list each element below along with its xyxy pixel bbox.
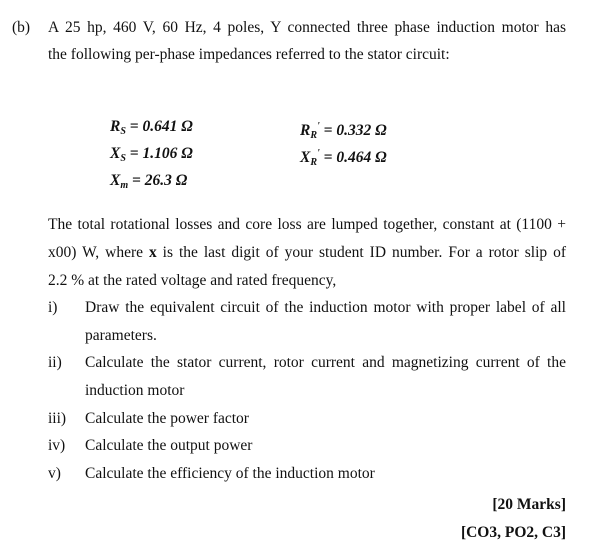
task-3-line-1: Calculate the power factor — [85, 410, 249, 427]
task-number-1: i) — [48, 299, 58, 316]
body-line-1: The total rotational losses and core loss are lumped together, constant at (1100 + — [48, 216, 566, 233]
intro-line-1: A 25 hp, 460 V, 60 Hz, 4 poles, Y connected three phase induction motor has — [48, 19, 566, 36]
task-2-line-2: induction motor — [85, 382, 185, 399]
param-rotor-reactance: $X_R' = 0.464$ Ω — [300, 148, 387, 168]
task-number-2: ii) — [48, 354, 62, 371]
intro-line-2: the following per-phase impedances referred to the stator circuit: — [48, 46, 450, 63]
body-line-3: 2.2 % at the rated voltage and rated frequency, — [48, 272, 337, 289]
param-stator-resistance: $R_S = 0.641$ Ω — [110, 118, 193, 137]
task-number-3: iii) — [48, 410, 67, 427]
task-4-line-1: Calculate the output power — [85, 437, 253, 454]
param-stator-reactance: $X_S = 1.106$ Ω — [110, 145, 193, 164]
task-2-line-1: Calculate the stator current, rotor current and magnetizing current of the — [85, 354, 566, 371]
param-rotor-resistance: $R_R' = 0.332$ Ω — [300, 121, 387, 141]
task-5-line-1: Calculate the efficiency of the induction motor — [85, 465, 375, 482]
param-magnetizing-reactance: $X_m = 26.3$ Ω — [110, 172, 188, 191]
course-outcomes-label: [CO3, PO2, C3] — [460, 524, 566, 541]
body-line-2: x00) W, where x is the last digit of your student ID number. For a rotor slip of — [48, 244, 566, 261]
task-number-5: v) — [48, 465, 61, 482]
question-label: (b) — [12, 19, 31, 36]
task-number-4: iv) — [48, 437, 66, 454]
task-1-line-2: parameters. — [85, 327, 157, 344]
marks-label: [20 Marks] — [492, 496, 566, 513]
task-1-line-1: Draw the equivalent circuit of the induction motor with proper label of all — [85, 299, 566, 316]
